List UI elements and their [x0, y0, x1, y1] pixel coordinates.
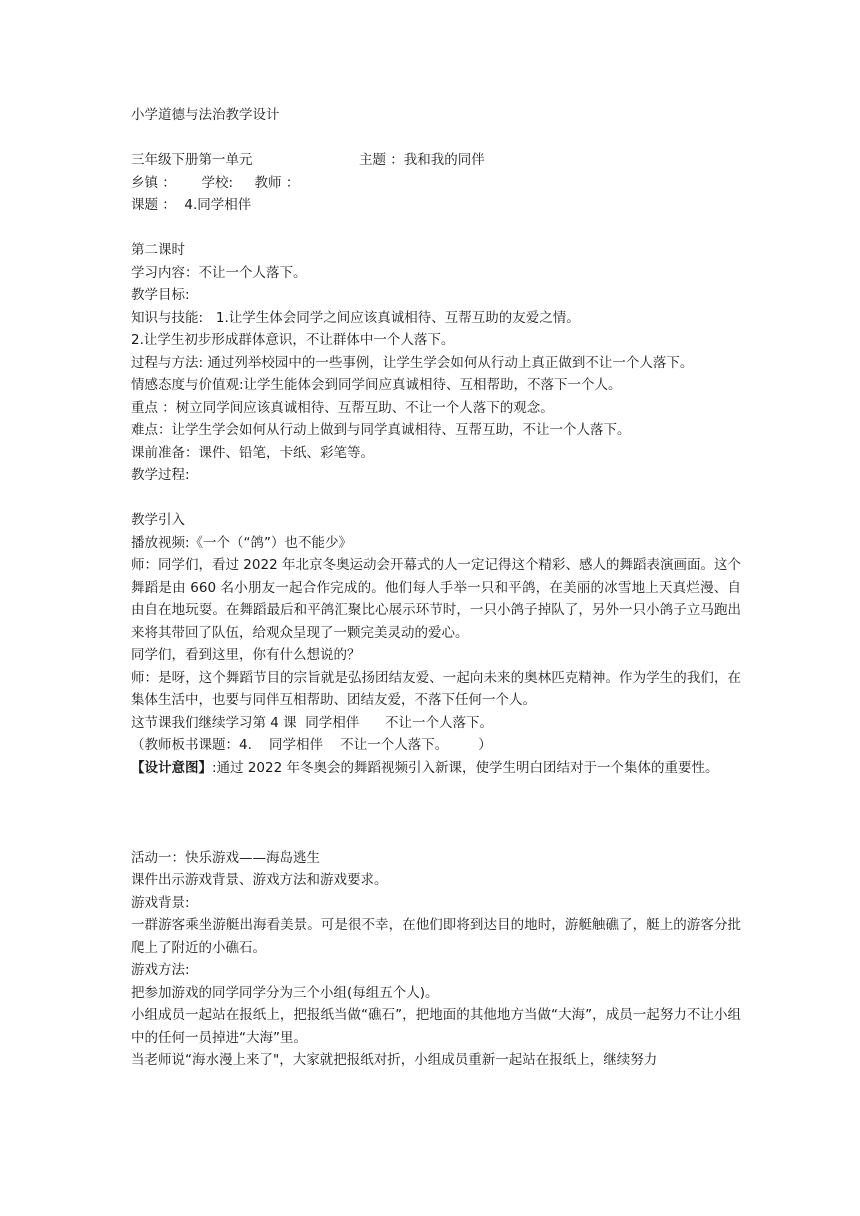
video-line: 播放视频:《一个（“鸽”）也不能少》 [131, 534, 353, 551]
method-3: 当老师说“海水漫上来了"，大家就把报纸对折，小组成员重新一起站在报纸上，继续努力 [131, 1052, 658, 1068]
goal-3: 过程与方法: 通过列举校园中的一些事例，让学生学会如何从行动上真正做到不让一个人落下。 [131, 354, 694, 371]
lesson-line: 课题 ： 4.同学相伴 [131, 197, 252, 213]
paragraph-2: 同学们，看到这里，你有什么想说的？ [131, 647, 361, 663]
difficulty: 难点：让学生学会如何从行动上做到与同学真诚相待、互帮互助，不让一个人落下。 [131, 422, 631, 438]
goal-2: 2.让学生初步形成群体意识，不让群体中一个人落下。 [131, 332, 455, 348]
paragraph-5: （教师板书课题：4. 同学相伴 不让一个人落下。 ） [131, 737, 492, 753]
goals-heading: 教学目标: [131, 287, 190, 303]
unit-theme-row [131, 149, 741, 172]
method-1: 把参加游戏的同学同学分为三个小组(每组五个人)。 [131, 984, 439, 1001]
paragraph-4: 这节课我们继续学习第 4 课 同学相伴 不让一个人落下。 [131, 714, 494, 731]
activity-intro: 课件出示游戏背景、游戏方法和游戏要求。 [131, 872, 388, 888]
method-heading: 游戏方法: [131, 962, 190, 978]
preparation: 课前准备：课件、铅笔，卡纸、彩笔等。 [131, 444, 374, 461]
background-heading: 游戏背景: [131, 894, 190, 911]
content-line: 学习内容：不让一个人落下。 [131, 264, 307, 281]
intro-heading: 教学引入 [131, 512, 185, 528]
theme-label: 主题 ：我和我的同伴 [359, 152, 485, 168]
paragraph-3: 师：是呀，这个舞蹈节目的宗旨就是弘扬团结友爱、一起向未来的奥林匹克精神。作为学生的我们，在集体生活中，也要与同伴互相帮助、团结友爱，不落下任何一个人。 [131, 669, 741, 708]
design-intent [131, 757, 741, 780]
goal-1: 知识与技能: 1.让学生体会同学之间应该真诚相待、互帮互助的友爱之情。 [131, 309, 580, 326]
activity-heading: 活动一：快乐游戏——海岛逃生 [131, 849, 320, 866]
period-line: 第二课时 [131, 242, 185, 258]
unit-label: 三年级下册第一单元 [131, 152, 253, 168]
goal-4: 情感态度与价值观:让学生能体会到同学间应真诚相待、互相帮助，不落下一个人。 [131, 377, 622, 393]
design-intent-text: :通过 2022 年冬奥会的舞蹈视频引入新课，使学生明白团结对于一个集体的重要性。 [212, 759, 719, 776]
school-line: 乡镇 ： 学校: 教师 ： [131, 174, 300, 191]
design-intent-label: 【设计意图】 [131, 759, 212, 776]
key-point: 重点 ：树立同学间应该真诚相待、互帮互助、不让一个人落下的观念。 [131, 399, 554, 416]
document-body [131, 104, 741, 1072]
process-heading: 教学过程: [131, 467, 190, 483]
doc-title: 小学道德与法治教学设计 [131, 107, 280, 123]
background-text: 一群游客乘坐游艇出海看美景。可是很不幸，在他们即将到达目的地时，游艇触礁了，艇上的游客分批爬上了附近的小礁石。 [131, 917, 741, 956]
paragraph-1: 师：同学们，看过 2022 年北京冬奥运动会开幕式的人一定记得这个精彩、感人的舞蹈表演画面。这个舞蹈是由 660 名小朋友一起合作完成的。他们每人手举一只和平鸽，在美丽的冰雪地上天真烂漫、自由自在地玩耍。在舞蹈最后和平鸽汇聚比心展示环节时，一只小鸽子掉队了，另外一只小鸽子立马跑出来将其带回了队伍，给观众呈现了一颗完美灵动的爱心。 [131, 557, 741, 641]
method-2: 小组成员一起站在报纸上，把报纸当做“礁石”，把地面的其他地方当做“大海”，成员一起努力不让小组中的任何一员掉进“大海”里。 [131, 1007, 741, 1046]
